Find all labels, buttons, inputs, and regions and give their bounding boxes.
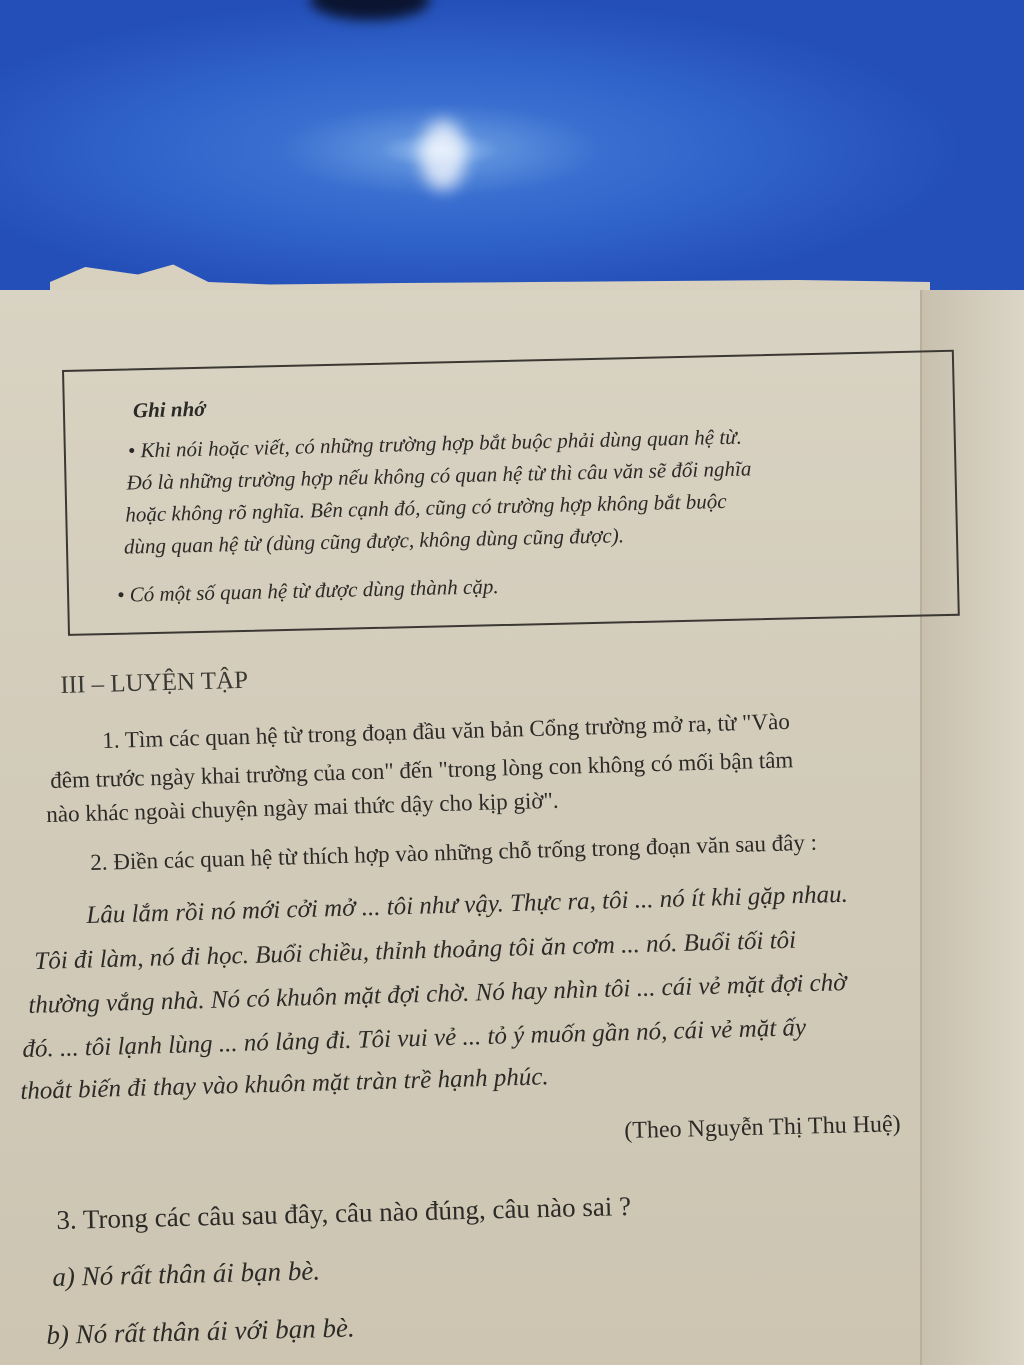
exercise-prompt: 2. Điền các quan hệ từ thích hợp vào những chỗ trống trong đoạn văn sau đây : [90, 829, 818, 875]
answer-option: b) Nó rất thân ái với bạn bè. [46, 1312, 356, 1350]
exercise-line: đêm trước ngày khai trường của con" đến "trong lòng con không có mối bận tâm [50, 747, 794, 793]
section-title: III – LUYỆN TẬP [60, 666, 249, 699]
note-line: • Khi nói hoặc viết, có những trường hợp bắt buộc phải dùng quan hệ từ. [127, 424, 743, 463]
exercise-line: 1. Tìm các quan hệ từ trong đoạn đầu văn bản Cổng trường mở ra, từ "Vào [102, 708, 791, 753]
note-line: Đó là những trường hợp nếu không có quan hệ từ thì câu văn sẽ đổi nghĩa [126, 456, 752, 495]
note-line: dùng quan hệ từ (dùng cũng được, không dùng cũng được). [123, 523, 625, 559]
passage-line: Tôi đi làm, nó đi học. Buổi chiều, thỉnh thoảng tôi ăn cơm ... nó. Buổi tối tôi [34, 926, 797, 975]
note-line: hoặc không rõ nghĩa. Bên cạnh đó, cũng có trường hợp không bắt buộc [125, 488, 727, 527]
note-line: • Có một số quan hệ từ được dùng thành cặp. [116, 574, 499, 607]
answer-option: a) Nó rất thân ái bạn bè. [52, 1255, 321, 1292]
passage-line: Lâu lắm rồi nó mới cởi mở ... tôi như vậy. Thực ra, tôi ... nó ít khi gặp nhau. [86, 880, 849, 929]
passage-line: thường vắng nhà. Nó có khuôn mặt đợi chờ. Nó hay nhìn tôi ... cái vẻ mặt đợi chờ [28, 969, 847, 1019]
passage-line: đó. ... tôi lạnh lùng ... nó lảng đi. Tôi vui vẻ ... tỏ ý muốn gần nó, cái vẻ mặt ấy [22, 1014, 807, 1063]
passage-line: thoắt biến đi thay vào khuôn mặt tràn trề hạnh phúc. [20, 1063, 549, 1105]
note-title: Ghi nhớ [132, 396, 206, 423]
note-box [62, 350, 960, 636]
passage-source: (Theo Nguyễn Thị Thu Huệ) [624, 1111, 901, 1144]
exercise-line: nào khác ngoài chuyện ngày mai thức dậy cho kịp giờ". [46, 787, 559, 827]
light-glare [420, 120, 466, 190]
exercise-prompt: 3. Trong các câu sau đây, câu nào đúng, câu nào sai ? [56, 1190, 632, 1235]
